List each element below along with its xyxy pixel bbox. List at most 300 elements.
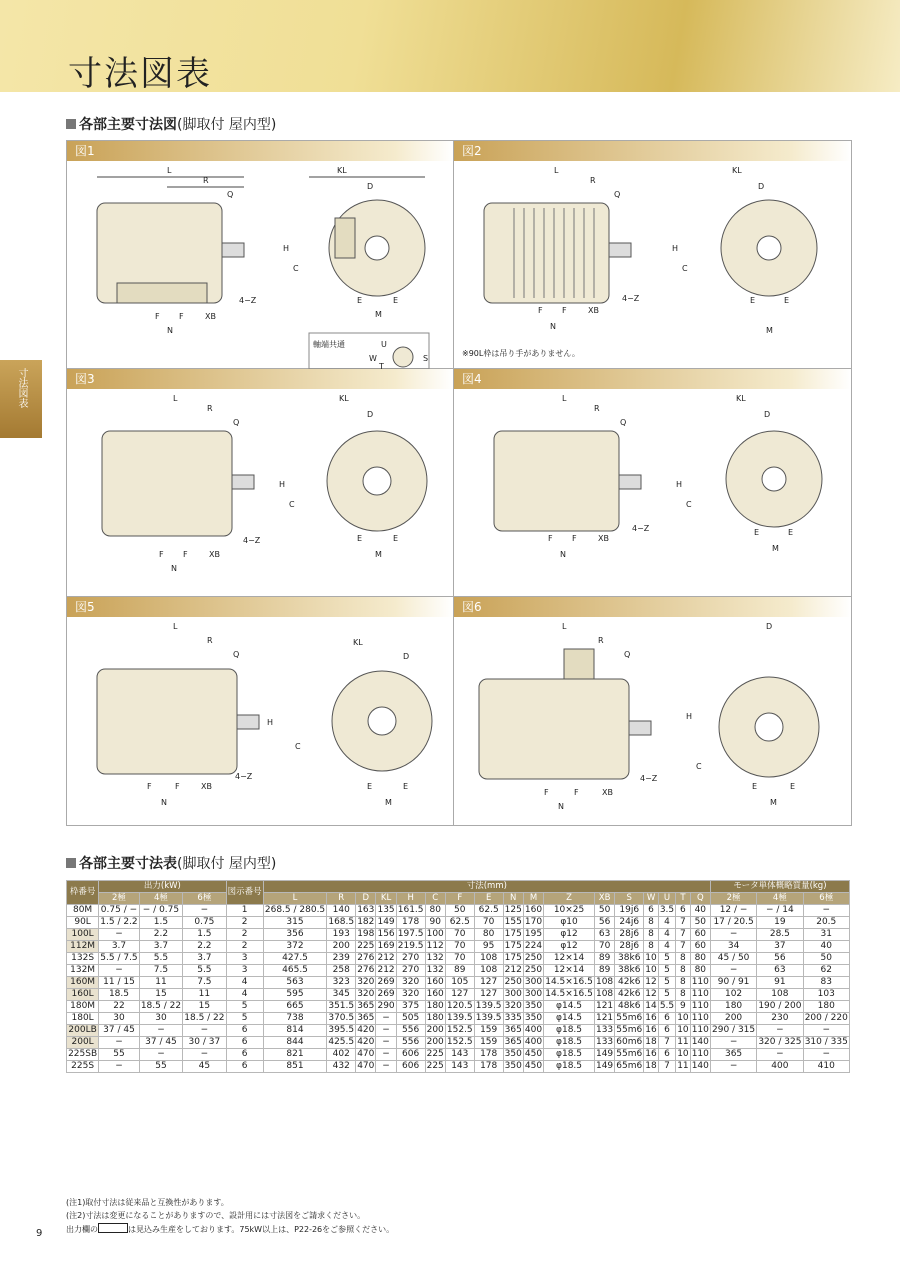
table-cell: 30 / 37 <box>183 1037 226 1049</box>
table-cell: 6 <box>226 1037 263 1049</box>
table-cell: 80 <box>474 929 503 941</box>
figure-label: 図6 <box>454 597 851 617</box>
table-cell: 56 <box>594 917 614 929</box>
table-cell: 149 <box>595 1061 614 1071</box>
table-cell: 239 <box>327 953 356 965</box>
table-cell: − <box>803 905 849 917</box>
svg-text:E: E <box>790 782 796 791</box>
table-cell: 6 <box>644 905 659 917</box>
svg-text:E: E <box>393 296 399 305</box>
table-cell: − <box>803 1025 849 1037</box>
header-dimensions: 寸法(mm) <box>263 881 710 893</box>
svg-text:N: N <box>560 550 566 559</box>
table-cell: 7 <box>676 941 691 953</box>
table-cell: − <box>139 1025 182 1037</box>
table-cell: 7 <box>658 1037 675 1049</box>
svg-text:H: H <box>283 244 290 253</box>
table-cell: 450 <box>524 1061 543 1071</box>
table-cell: 3.7 <box>139 941 182 953</box>
table-cell: 365 <box>504 1025 522 1035</box>
table-cell: 30 <box>139 1013 182 1025</box>
table-cell: 95 <box>474 941 503 953</box>
table-cell: 24j6 <box>615 917 644 929</box>
table-cell: − <box>99 929 140 941</box>
table-cell: 139.5 <box>475 1013 502 1023</box>
svg-text:KL: KL <box>339 394 349 403</box>
table-cell: 356 <box>263 929 327 941</box>
svg-text:L: L <box>173 394 178 403</box>
table-cell: 18 <box>645 1061 657 1071</box>
table-cell: 90 / 91 <box>710 977 756 989</box>
table-cell: 400 <box>524 1037 543 1047</box>
table-cell: 10 <box>645 953 657 963</box>
table-cell: 193 <box>327 929 356 941</box>
table-cell: 60 <box>690 929 710 941</box>
frame-cell: 200LB <box>68 1025 97 1035</box>
table-cell: 80 <box>425 905 445 917</box>
table-cell: 149 <box>377 917 395 927</box>
table-cell: 1 <box>226 905 263 917</box>
table-cell: 7.5 <box>183 977 226 989</box>
table-cell: 335 <box>504 1013 522 1023</box>
table-cell: 6 <box>676 905 691 917</box>
svg-text:XB: XB <box>588 306 599 315</box>
table-cell: 7 <box>676 929 691 941</box>
table-cell: 350 <box>504 1049 522 1059</box>
table-cell: 12×14 <box>544 953 595 965</box>
table-cell: 10 <box>677 1049 689 1059</box>
table-cell: 350 <box>504 1061 522 1071</box>
footnote-1: (注1)取付寸法は従来品と互換性があります。 <box>66 1198 229 1207</box>
table-cell: 5 <box>658 965 675 977</box>
svg-text:L: L <box>562 622 567 631</box>
table-cell: 12 <box>645 977 657 987</box>
table-row <box>67 977 850 989</box>
table-cell: 2.2 <box>183 941 226 953</box>
table-row <box>67 1061 850 1073</box>
table-cell: 270 <box>396 953 425 965</box>
svg-text:4−Z: 4−Z <box>632 524 650 533</box>
svg-text:R: R <box>590 176 596 185</box>
table-cell: 268.5 / 280.5 <box>264 905 326 915</box>
table-cell: 89 <box>445 965 474 977</box>
svg-text:R: R <box>598 636 604 645</box>
svg-text:C: C <box>289 500 295 509</box>
table-cell: 556 <box>396 1025 425 1037</box>
table-cell: 470 <box>357 1049 375 1059</box>
svg-text:D: D <box>758 182 765 191</box>
table-cell: 161.5 <box>397 905 424 915</box>
table-cell: 55 <box>139 1061 182 1073</box>
svg-text:R: R <box>207 636 213 645</box>
section-title-table: 各部主要寸法表(脚取付 屋内型) <box>66 853 276 873</box>
table-cell: 4 <box>658 929 675 941</box>
table-cell: 2 <box>226 941 263 953</box>
table-cell: 37 <box>757 941 803 953</box>
table-cell: 45 <box>183 1061 226 1073</box>
table-cell: 180 <box>803 1001 849 1013</box>
table-cell: 125 <box>504 905 522 915</box>
table-cell: 37 / 45 <box>99 1025 140 1037</box>
table-cell: 5 <box>226 1013 263 1025</box>
table-cell: 170 <box>524 917 543 927</box>
table-cell: 127 <box>445 989 474 1001</box>
table-cell: 372 <box>263 941 327 953</box>
table-cell: 6 <box>226 1049 263 1061</box>
table-cell: 100 <box>426 929 444 939</box>
table-cell: 11 <box>183 989 226 1001</box>
table-row <box>67 917 850 929</box>
svg-text:4−Z: 4−Z <box>243 536 261 545</box>
table-cell: 219.5 <box>397 941 424 951</box>
figure-panel-6 <box>454 597 851 825</box>
svg-text:F: F <box>147 782 152 791</box>
table-cell: 2.2 <box>139 929 182 941</box>
svg-text:XB: XB <box>205 312 216 321</box>
table-cell: 143 <box>445 1049 474 1061</box>
table-cell: 665 <box>263 1001 327 1013</box>
svg-text:T: T <box>379 362 384 369</box>
table-cell: 17 / 20.5 <box>710 917 756 929</box>
svg-text:H: H <box>686 712 693 721</box>
table-cell: 276 <box>357 965 375 975</box>
table-cell: 8 <box>644 929 659 941</box>
table-cell: 212 <box>504 965 522 975</box>
table-cell: 212 <box>377 965 395 975</box>
table-cell: 160 <box>426 977 444 987</box>
figure-grid <box>66 140 852 826</box>
svg-text:F: F <box>183 550 188 559</box>
table-cell: − <box>376 1061 396 1073</box>
footnote-3: 出力欄の は見込み生産をしております。75kW以上は、P22-26をご参照ください。 <box>66 1225 395 1234</box>
table-cell: − <box>757 1049 803 1061</box>
table-cell: 70 <box>474 917 503 929</box>
svg-text:H: H <box>676 480 683 489</box>
svg-text:N: N <box>161 798 167 807</box>
table-cell: 160 <box>426 989 444 999</box>
table-cell: 63 <box>757 965 803 977</box>
table-cell: 110 <box>691 1013 709 1023</box>
table-cell: 120.5 <box>446 1001 473 1011</box>
table-cell: 8 <box>676 977 691 989</box>
table-cell: 195 <box>524 929 543 939</box>
frame-cell: 80M <box>67 905 99 917</box>
table-cell: 844 <box>263 1037 327 1049</box>
table-cell: 420 <box>357 1025 375 1035</box>
table-cell: 12 <box>645 989 657 999</box>
table-cell: 7 <box>658 1061 675 1073</box>
table-cell: 135 <box>377 905 395 915</box>
svg-text:軸端共通: 軸端共通 <box>313 340 345 349</box>
table-cell: 4 <box>226 989 263 1001</box>
table-cell: 70 <box>594 941 614 953</box>
table-cell: 505 <box>396 1013 425 1025</box>
table-cell: 5.5 / 7.5 <box>100 953 138 963</box>
table-cell: 370.5 <box>328 1013 355 1023</box>
header-banner <box>0 0 900 92</box>
svg-text:F: F <box>155 312 160 321</box>
figure-panel-1 <box>67 141 454 369</box>
table-cell: 11 / 15 <box>99 977 140 989</box>
table-cell: 55m6 <box>616 1013 643 1023</box>
svg-text:M: M <box>375 310 382 319</box>
table-cell: 65m6 <box>616 1061 643 1071</box>
table-cell: φ12 <box>544 941 595 953</box>
table-cell: 310 / 335 <box>804 1037 848 1047</box>
svg-text:F: F <box>175 782 180 791</box>
table-cell: 427.5 <box>263 953 327 965</box>
table-cell: 155 <box>504 917 522 927</box>
table-cell: 10×25 <box>544 905 595 917</box>
table-cell: 143 <box>445 1061 474 1073</box>
table-cell: 0.75 <box>183 917 226 929</box>
table-cell: − <box>803 1049 849 1061</box>
side-index-tab[interactable] <box>0 360 42 438</box>
table-cell: − / 14 <box>757 905 803 917</box>
table-cell: 11 <box>139 977 182 989</box>
table-cell: 606 <box>396 1061 425 1073</box>
table-cell: − <box>183 1049 226 1061</box>
table-cell: 34 <box>710 941 756 953</box>
table-cell: 258 <box>327 965 356 977</box>
table-cell: 432 <box>327 1061 356 1073</box>
frame-cell: 160L <box>67 989 99 1001</box>
table-cell: 110 <box>691 977 709 987</box>
table-cell: 127 <box>474 989 503 1001</box>
table-cell: 400 <box>757 1061 803 1073</box>
table-cell: 6 <box>658 1049 675 1061</box>
motor-drawing <box>454 619 850 823</box>
table-cell: 37 / 45 <box>139 1037 182 1049</box>
svg-text:C: C <box>293 264 299 273</box>
section-title-drawings: 各部主要寸法図(脚取付 屋内型) <box>66 114 276 134</box>
table-cell: 6 <box>226 1061 263 1073</box>
table-cell: 140 <box>691 1037 709 1047</box>
table-cell: 365 <box>357 1013 375 1023</box>
table-cell: 400 <box>524 1025 543 1035</box>
table-row <box>67 953 850 965</box>
table-cell: − <box>376 1013 396 1025</box>
frame-cell: 90L <box>67 917 99 929</box>
svg-text:F: F <box>548 534 553 543</box>
table-cell: 16 <box>645 1013 657 1023</box>
table-cell: 6 <box>658 1013 675 1025</box>
table-cell: 276 <box>357 953 375 963</box>
table-cell: 30 <box>99 1013 140 1025</box>
table-cell: 425.5 <box>328 1037 355 1047</box>
svg-text:E: E <box>357 534 363 543</box>
table-cell: 465.5 <box>263 965 327 977</box>
table-cell: 80 <box>690 953 710 965</box>
table-cell: 320 / 325 <box>758 1037 802 1047</box>
table-cell: 15 <box>139 989 182 1001</box>
dimension-table: 枠番号 出力(kW) 図示番号 寸法(mm) モータ単体概略質量(kg) 2極 4極 6極 L R D KL H C F E N M Z XB S W U T Q 2極 4極 6極 80M 0.75 / − − / 0.75 − 1 268.5 / 280.5 140 163 135 161.5 80 50 62.5 125 160 10×25 50 19j6 6 3.5 6 40 12 / − − / 14 − 90L 1.5 / 2.2 1.5 0.75 2 315 168.5 182 149 178 90 62.5 70 155 170 φ10 56 24j6 8 4 7 50 17 / 20.5 19 20.5 100L − 2.2 1.5 2 356 193 198 156 197.5 100 70 80 175 195 φ12 63 28j6 8 4 7 60 − 28.5 31 112M 3.7 3.7 2.2 2 372 200 225 169 219.5 112 70 95 175 224 φ12 70 28j6 8 4 7 60 34 37 40 132S 5.5 / 7.5 5.5 3.7 3 427.5 239 276 212 270 132 70 108 175 250 12×14 89 38k6 10 5 8 80 45 / 50 56 50 132M − 7.5 5.5 3 465.5 258 276 212 270 132 89 108 212 250 12×14 89 38k6 10 5 8 80 − 63 62 160M 11 / 15 11 7.5 4 563 323 320 269 320 160 105 127 250 300 14.5×16.5 108 42k6 12 5 8 110 90 / 91 91 83 160L 18.5 15 11 4 595 345 320 269 320 160 127 127 300 300 14.5×16.5 108 42k6 12 5 8 110 102 108 103 180M 22 18.5 / 22 15 5 665 351.5 365 290 375 180 120.5 139.5 320 350 φ14.5 121 48k6 14 5.5 9 110 180 190 / 200 180 180L 30 30 18.5 / 22 5 738 370.5 365 − 505 180 139.5 139.5 335 350 φ14.5 121 55m6 16 6 10 110 200 230 200 / 220 200LB 37 / 45 − − 6 814 395.5 420 − 556 200 152.5 159 365 400 φ18.5 133 55m6 16 6 10 110 290 / 315 − − 200L − 37 / 45 30 / 37 6 844 425.5 420 − 556 200 152.5 159 365 400 φ18.5 133 60m6 18 7 11 140 − 320 / 325 310 / 335 225SB 55 − − 6 821 402 470 − 606 225 143 178 350 450 φ18.5 149 55m6 16 6 10 110 365 − − 225S − 55 45 6 851 432 470 − 606 225 143 178 350 450 φ18.5 149 65m6 18 7 11 140 − 400 410 <box>68 881 848 1071</box>
table-cell: − / 0.75 <box>139 905 182 917</box>
header-frame: 枠番号 <box>67 881 99 905</box>
table-cell: 178 <box>474 1049 503 1061</box>
table-cell: 55m6 <box>616 1025 643 1035</box>
table-cell: 19 <box>757 917 803 929</box>
frame-cell: 132M <box>67 965 99 977</box>
table-cell: − <box>710 1037 756 1049</box>
table-cell: 197.5 <box>397 929 424 939</box>
table-cell: − <box>376 1025 396 1037</box>
table-cell: 4 <box>658 941 675 953</box>
table-row <box>67 1025 850 1037</box>
svg-text:H: H <box>279 480 286 489</box>
table-cell: 18.5 <box>99 989 140 1001</box>
table-cell: 200 <box>710 1013 756 1025</box>
table-cell: 168.5 <box>328 917 355 927</box>
svg-text:Q: Q <box>233 650 240 659</box>
table-cell: 290 <box>377 1001 395 1011</box>
svg-text:M: M <box>385 798 392 807</box>
table-cell: − <box>183 1025 226 1037</box>
table-cell: 28.5 <box>757 929 803 941</box>
table-cell: 10 <box>677 1025 689 1035</box>
table-cell: 14 <box>645 1001 657 1011</box>
table-cell: 3.7 <box>99 941 140 953</box>
svg-text:D: D <box>764 410 771 419</box>
table-cell: 225 <box>426 1061 444 1071</box>
table-cell: 8 <box>676 989 691 1001</box>
table-cell: 89 <box>594 965 614 977</box>
table-cell: 163 <box>357 905 375 915</box>
svg-text:4−Z: 4−Z <box>622 294 640 303</box>
svg-text:F: F <box>538 306 543 315</box>
table-cell: 350 <box>524 1013 543 1023</box>
table-cell: 50 <box>445 905 474 917</box>
table-cell: φ10 <box>544 917 595 929</box>
table-cell: 70 <box>445 929 474 941</box>
table-cell: 102 <box>710 989 756 1001</box>
svg-text:D: D <box>403 652 410 661</box>
table-cell: 169 <box>377 941 395 951</box>
page-title: 寸法図表 <box>68 54 212 94</box>
table-cell: 62.5 <box>445 917 474 929</box>
motor-drawing <box>454 163 850 363</box>
table-cell: 45 / 50 <box>710 953 756 965</box>
table-cell: 250 <box>504 977 522 987</box>
svg-text:D: D <box>367 410 374 419</box>
table-cell: 40 <box>690 905 710 917</box>
table-cell: 63 <box>594 929 614 941</box>
motor-drawing <box>67 391 453 591</box>
table-cell: 7 <box>676 917 691 929</box>
svg-text:H: H <box>267 718 274 727</box>
svg-text:E: E <box>367 782 373 791</box>
motor-drawing <box>454 391 850 591</box>
table-cell: 200 <box>426 1037 444 1047</box>
motor-drawing <box>67 163 453 369</box>
svg-text:L: L <box>167 166 172 175</box>
table-cell: 851 <box>263 1061 327 1073</box>
figure-label: 図4 <box>454 369 851 389</box>
svg-text:E: E <box>788 528 794 537</box>
table-cell: 250 <box>524 965 543 975</box>
table-cell: 5.5 <box>139 953 182 965</box>
table-cell: 410 <box>803 1061 849 1073</box>
table-cell: 62 <box>803 965 849 977</box>
frame-cell: 160M <box>67 977 99 989</box>
svg-text:C: C <box>686 500 692 509</box>
table-cell: φ14.5 <box>544 1001 595 1013</box>
frame-cell: 225SB <box>68 1049 98 1059</box>
table-cell: 18.5 / 22 <box>140 1001 182 1011</box>
svg-text:E: E <box>754 528 760 537</box>
table-cell: 14.5×16.5 <box>545 989 593 999</box>
table-cell: 133 <box>595 1037 614 1047</box>
table-cell: 60 <box>690 941 710 953</box>
table-cell: 139.5 <box>475 1001 502 1011</box>
table-cell: 105 <box>445 977 474 989</box>
table-cell: − <box>710 1061 756 1073</box>
table-cell: 315 <box>263 917 327 929</box>
table-cell: 224 <box>524 941 543 951</box>
table-cell: 12×14 <box>544 965 595 977</box>
svg-text:H: H <box>672 244 679 253</box>
svg-text:F: F <box>572 534 577 543</box>
table-cell: 8 <box>676 965 691 977</box>
table-cell: 180 <box>710 1001 756 1013</box>
figure-panel-2 <box>454 141 851 369</box>
table-cell: 42k6 <box>615 989 644 1001</box>
svg-text:KL: KL <box>337 166 347 175</box>
table-cell: 190 / 200 <box>758 1001 802 1011</box>
svg-text:C: C <box>696 762 702 771</box>
table-cell: 139.5 <box>446 1013 473 1023</box>
header-figure-no: 図示番号 <box>226 881 263 905</box>
table-row <box>67 1001 850 1013</box>
table-cell: 365 <box>710 1049 756 1061</box>
table-cell: 180 <box>426 1013 444 1023</box>
table-cell: 225 <box>426 1049 444 1059</box>
table-cell: 1.5 <box>139 917 182 929</box>
table-cell: 48k6 <box>615 1001 644 1013</box>
table-cell: 14.5×16.5 <box>545 977 593 987</box>
table-cell: 1.5 <box>183 929 226 941</box>
svg-text:M: M <box>772 544 779 553</box>
table-cell: 110 <box>691 1025 709 1035</box>
table-cell: 110 <box>691 1001 709 1011</box>
table-cell: 738 <box>263 1013 327 1025</box>
table-cell: 198 <box>357 929 375 939</box>
svg-text:E: E <box>750 296 756 305</box>
table-cell: 320 <box>396 977 425 989</box>
table-cell: 270 <box>396 965 425 977</box>
table-cell: 556 <box>396 1037 425 1049</box>
table-cell: 19j6 <box>615 905 644 917</box>
svg-text:Q: Q <box>620 418 627 427</box>
table-cell: 108 <box>474 953 503 965</box>
table-cell: 5.5 <box>183 965 226 977</box>
table-cell: 6 <box>658 1025 675 1037</box>
table-cell: 175 <box>504 953 522 963</box>
table-cell: 28j6 <box>615 929 644 941</box>
motor-drawing <box>67 619 453 823</box>
frame-cell: 112M <box>67 941 99 953</box>
table-cell: 175 <box>504 941 522 951</box>
table-cell: 16 <box>645 1025 657 1035</box>
svg-text:Q: Q <box>614 190 621 199</box>
table-cell: φ12 <box>544 929 595 941</box>
table-cell: 70 <box>445 941 474 953</box>
svg-text:4−Z: 4−Z <box>640 774 658 783</box>
table-cell: 5.5 <box>659 1001 675 1011</box>
frame-cell: 132S <box>67 953 99 965</box>
table-cell: 8 <box>644 941 659 953</box>
frame-cell: 180M <box>67 1001 99 1013</box>
